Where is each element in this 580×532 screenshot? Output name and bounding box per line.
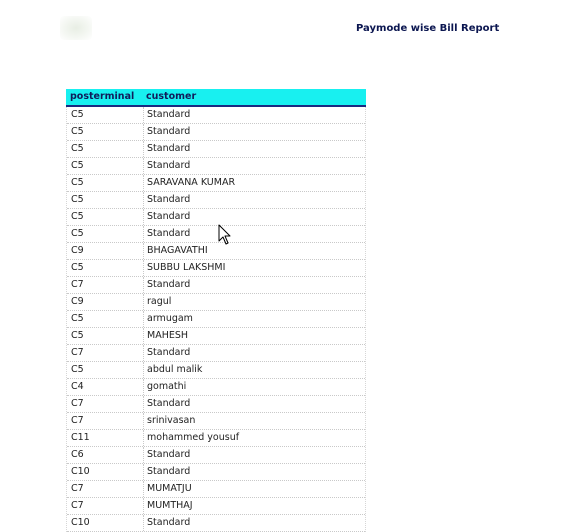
cell-customer: BHAGAVATHI [147,245,208,256]
cell-customer: srinivasan [147,415,196,426]
cell-posterminal: C5 [67,260,144,276]
cell-customer: Standard [147,279,191,290]
table-row [67,413,365,430]
cell-posterminal: C5 [67,192,144,208]
cell-customer: Standard [147,449,191,460]
table-row [67,294,365,311]
table-row [67,277,365,294]
table-row [67,158,365,175]
cell-customer: armugam [147,313,193,324]
table-row [67,260,365,277]
cell-customer: ragul [147,296,172,307]
cell-customer: Standard [147,347,191,358]
cell-customer: SARAVANA KUMAR [147,177,236,188]
report-title: Paymode wise Bill Report [356,23,500,34]
cell-customer: Standard [147,211,191,222]
cell-customer: Standard [147,126,191,137]
cell-posterminal: C5 [67,107,144,123]
table-row [67,124,365,141]
cell-posterminal: C11 [67,430,144,446]
table-row [67,328,365,345]
table-row [67,141,365,158]
table-row [67,498,365,515]
cell-posterminal: C10 [67,515,144,531]
table-row [67,226,365,243]
cell-customer: gomathi [147,381,187,392]
cell-posterminal: C5 [67,141,144,157]
cell-customer: Standard [147,398,191,409]
mouse-pointer-icon [218,224,232,246]
table-row [67,311,365,328]
cell-customer: mohammed yousuf [147,432,240,443]
cell-posterminal: C4 [67,379,144,395]
cell-customer: Standard [147,143,191,154]
column-header-customer[interactable]: customer [146,91,197,102]
table-row [67,243,365,260]
cell-customer: MUMTHAJ [147,500,193,511]
cell-customer: Standard [147,517,191,528]
cell-posterminal: C9 [67,294,144,310]
table-row [67,464,365,481]
cell-posterminal: C9 [67,243,144,259]
cell-customer: MAHESH [147,330,189,341]
cell-customer: MUMATJU [147,483,192,494]
cell-posterminal: C5 [67,328,144,344]
table-row [67,515,365,532]
cell-posterminal: C5 [67,362,144,378]
table-row [67,481,365,498]
table-row [67,447,365,464]
cell-posterminal: C5 [67,311,144,327]
cell-posterminal: C10 [67,464,144,480]
cell-posterminal: C6 [67,447,144,463]
cell-posterminal: C7 [67,498,144,514]
cell-customer: Standard [147,109,191,120]
cell-customer: SUBBU LAKSHMI [147,262,226,273]
table-row [67,107,365,124]
cell-posterminal: C7 [67,481,144,497]
company-logo [60,16,92,40]
cell-posterminal: C7 [67,396,144,412]
cell-posterminal: C5 [67,158,144,174]
table-row [67,192,365,209]
cell-customer: abdul malik [147,364,203,375]
cell-posterminal: C5 [67,124,144,140]
cell-posterminal: C7 [67,345,144,361]
column-header-posterminal[interactable]: posterminal [70,91,135,102]
table-row [67,175,365,192]
cell-posterminal: C7 [67,413,144,429]
cell-posterminal: C5 [67,209,144,225]
table-row [67,345,365,362]
table-row [67,209,365,226]
table-row [67,362,365,379]
table-row [67,430,365,447]
table-body [66,107,366,532]
cell-posterminal: C5 [67,175,144,191]
table-row [67,379,365,396]
cell-posterminal: C5 [67,226,144,242]
table-row [67,396,365,413]
report-table [66,89,366,532]
cell-customer: Standard [147,160,191,171]
cell-customer: Standard [147,466,191,477]
cell-customer: Standard [147,228,191,239]
cell-customer: Standard [147,194,191,205]
cell-posterminal: C7 [67,277,144,293]
table-header [66,89,366,107]
